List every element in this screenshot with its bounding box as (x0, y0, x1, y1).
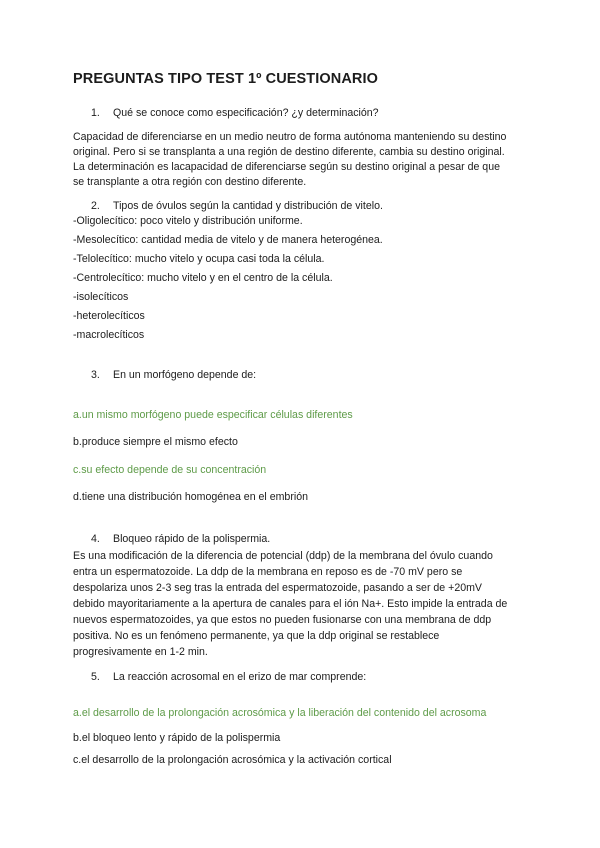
list-item: -heterolecíticos (73, 310, 145, 322)
answer-line: original. Pero si se transplanta a una región de destino diferente, cambia su destino original. (73, 146, 505, 158)
option-d: d.tiene una distribución homogénea en el embrión (73, 491, 308, 503)
option-a-correct: a.el desarrollo de la prolongación acrosómica y la liberación del contenido del acrosoma (73, 707, 487, 719)
question-4 (91, 532, 270, 547)
answer-line: debido mayoritariamente a la apertura de canales para el ión Na+. Esto impide la entrada de (73, 598, 508, 610)
answer-line: entra un espermatozoide. La ddp de la membrana en reposo es de -70 mV pero se (73, 566, 463, 578)
list-item: -Mesolecítico: cantidad media de vitelo y de manera heterogénea. (73, 234, 383, 246)
answer-line: se transplante a otra región con destino diferente. (73, 176, 307, 188)
answer-line: nuevos espermatozoides, ya que estos no pueden fusionarse con una membrana de ddp (73, 614, 492, 626)
question-number: 4. (91, 533, 100, 545)
answer-line: Es una modificación de la diferencia de potencial (ddp) de la membrana del óvulo cuando (73, 550, 493, 562)
question-text: En un morfógeno depende de: (113, 369, 257, 381)
option-b: b.el bloqueo lento y rápido de la polispermia (73, 732, 281, 744)
option-a-correct: a.un mismo morfógeno puede especificar células diferentes (73, 409, 353, 421)
list-item: -macrolecíticos (73, 329, 145, 341)
answer-line: positiva. No es un fenómeno permanente, ya que la ddp original se restablece (73, 630, 440, 642)
question-text: Bloqueo rápido de la polispermia. (113, 533, 271, 545)
list-item: -Centrolecítico: mucho vitelo y en el centro de la célula. (73, 272, 333, 284)
answer-line: Capacidad de diferenciarse en un medio neutro de forma autónoma manteniendo su destino (73, 131, 507, 143)
question-number: 3. (91, 369, 100, 381)
question-number: 2. (91, 200, 100, 212)
list-item: -Telolecítico: mucho vitelo y ocupa casi toda la célula. (73, 253, 325, 265)
answer-line: progresivamente en 1-2 min. (73, 646, 208, 658)
page-title: PREGUNTAS TIPO TEST 1º CUESTIONARIO (73, 71, 378, 87)
option-c-correct: c.su efecto depende de su concentración (73, 464, 267, 476)
question-text: Qué se conoce como especificación? ¿y determinación? (113, 107, 379, 119)
question-2 (91, 199, 383, 214)
question-number: 5. (91, 671, 100, 683)
option-c: c.el desarrollo de la prolongación acrosómica y la activación cortical (73, 754, 392, 766)
question-3 (91, 368, 256, 383)
question-number: 1. (91, 107, 100, 119)
question-1 (91, 106, 379, 121)
answer-line: despolariza unos 2-3 seg tras la entrada del espermatozoide, pasando a ser de +20mV (73, 582, 482, 594)
answer-line: La determinación es lacapacidad de diferenciarse según su destino original a pesar de que (73, 161, 500, 173)
list-item: -isolecíticos (73, 291, 129, 303)
list-item: -Oligolecítico: poco vitelo y distribución uniforme. (73, 215, 303, 227)
option-b: b.produce siempre el mismo efecto (73, 436, 238, 448)
question-text: La reacción acrosomal en el erizo de mar comprende: (113, 671, 367, 683)
question-text: Tipos de óvulos según la cantidad y distribución de vitelo. (113, 200, 383, 212)
question-5 (91, 670, 366, 685)
